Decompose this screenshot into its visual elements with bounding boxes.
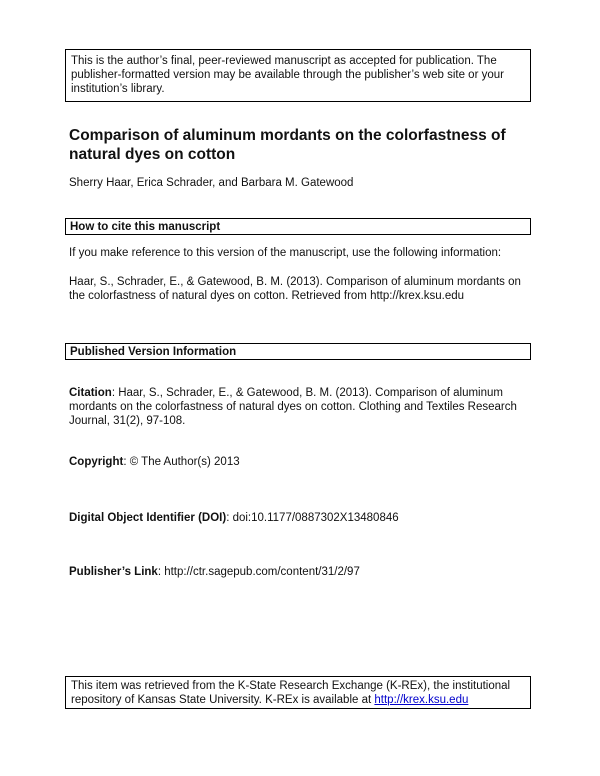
publisher-link-label: Publisher’s Link xyxy=(69,566,158,578)
authors-line: Sherry Haar, Erica Schrader, and Barbara M. Gatewood xyxy=(69,177,354,189)
published-version-heading: Published Version Information xyxy=(70,346,237,358)
copyright-paragraph xyxy=(69,455,539,469)
publisher-link-text: : http://ctr.sagepub.com/content/31/2/97 xyxy=(157,566,360,578)
paper-title: Comparison of aluminum mordants on the colorfastness of natural dyes on cotton xyxy=(69,127,506,163)
how-to-cite-heading-box xyxy=(65,218,531,235)
copyright-label: Copyright xyxy=(69,456,124,468)
citation-paragraph xyxy=(69,386,539,428)
doi-paragraph xyxy=(69,511,539,525)
krex-footer-text: This item was retrieved from the K-State Research Exchange (K-REx), the institutional repository of Kansas State University. K-REx is available at xyxy=(71,680,511,706)
publisher-link-paragraph xyxy=(69,565,539,579)
doi-text: : doi:10.1177/0887302X13480846 xyxy=(226,512,399,524)
manuscript-notice-box xyxy=(65,49,531,102)
krex-footer-box xyxy=(65,676,531,709)
cite-intro: If you make reference to this version of the manuscript, use the following information: xyxy=(69,247,502,259)
cite-reference: Haar, S., Schrader, E., & Gatewood, B. M. (2013). Comparison of aluminum mordants on the colorfastness of natural dyes on cotton. Retrieved from http://krex.ksu.edu xyxy=(69,276,521,302)
published-version-heading-box xyxy=(65,343,531,360)
manuscript-notice-text: This is the author’s final, peer-reviewed manuscript as accepted for publication. The publisher-formatted version may be available through the publisher’s web site or your institution’s library. xyxy=(71,55,504,95)
how-to-cite-heading: How to cite this manuscript xyxy=(70,221,221,233)
citation-label: Citation xyxy=(69,387,112,399)
citation-text: : Haar, S., Schrader, E., & Gatewood, B. M. (2013). Comparison of aluminum mordants on the colorfastness of natural dyes on cotton. Clothing and Textiles Research Journal, 31(2), 97-108. xyxy=(69,387,517,427)
copyright-text: : © The Author(s) 2013 xyxy=(123,456,240,468)
krex-link[interactable]: http://krex.ksu.edu xyxy=(374,694,469,706)
doi-label: Digital Object Identifier (DOI) xyxy=(69,512,227,524)
